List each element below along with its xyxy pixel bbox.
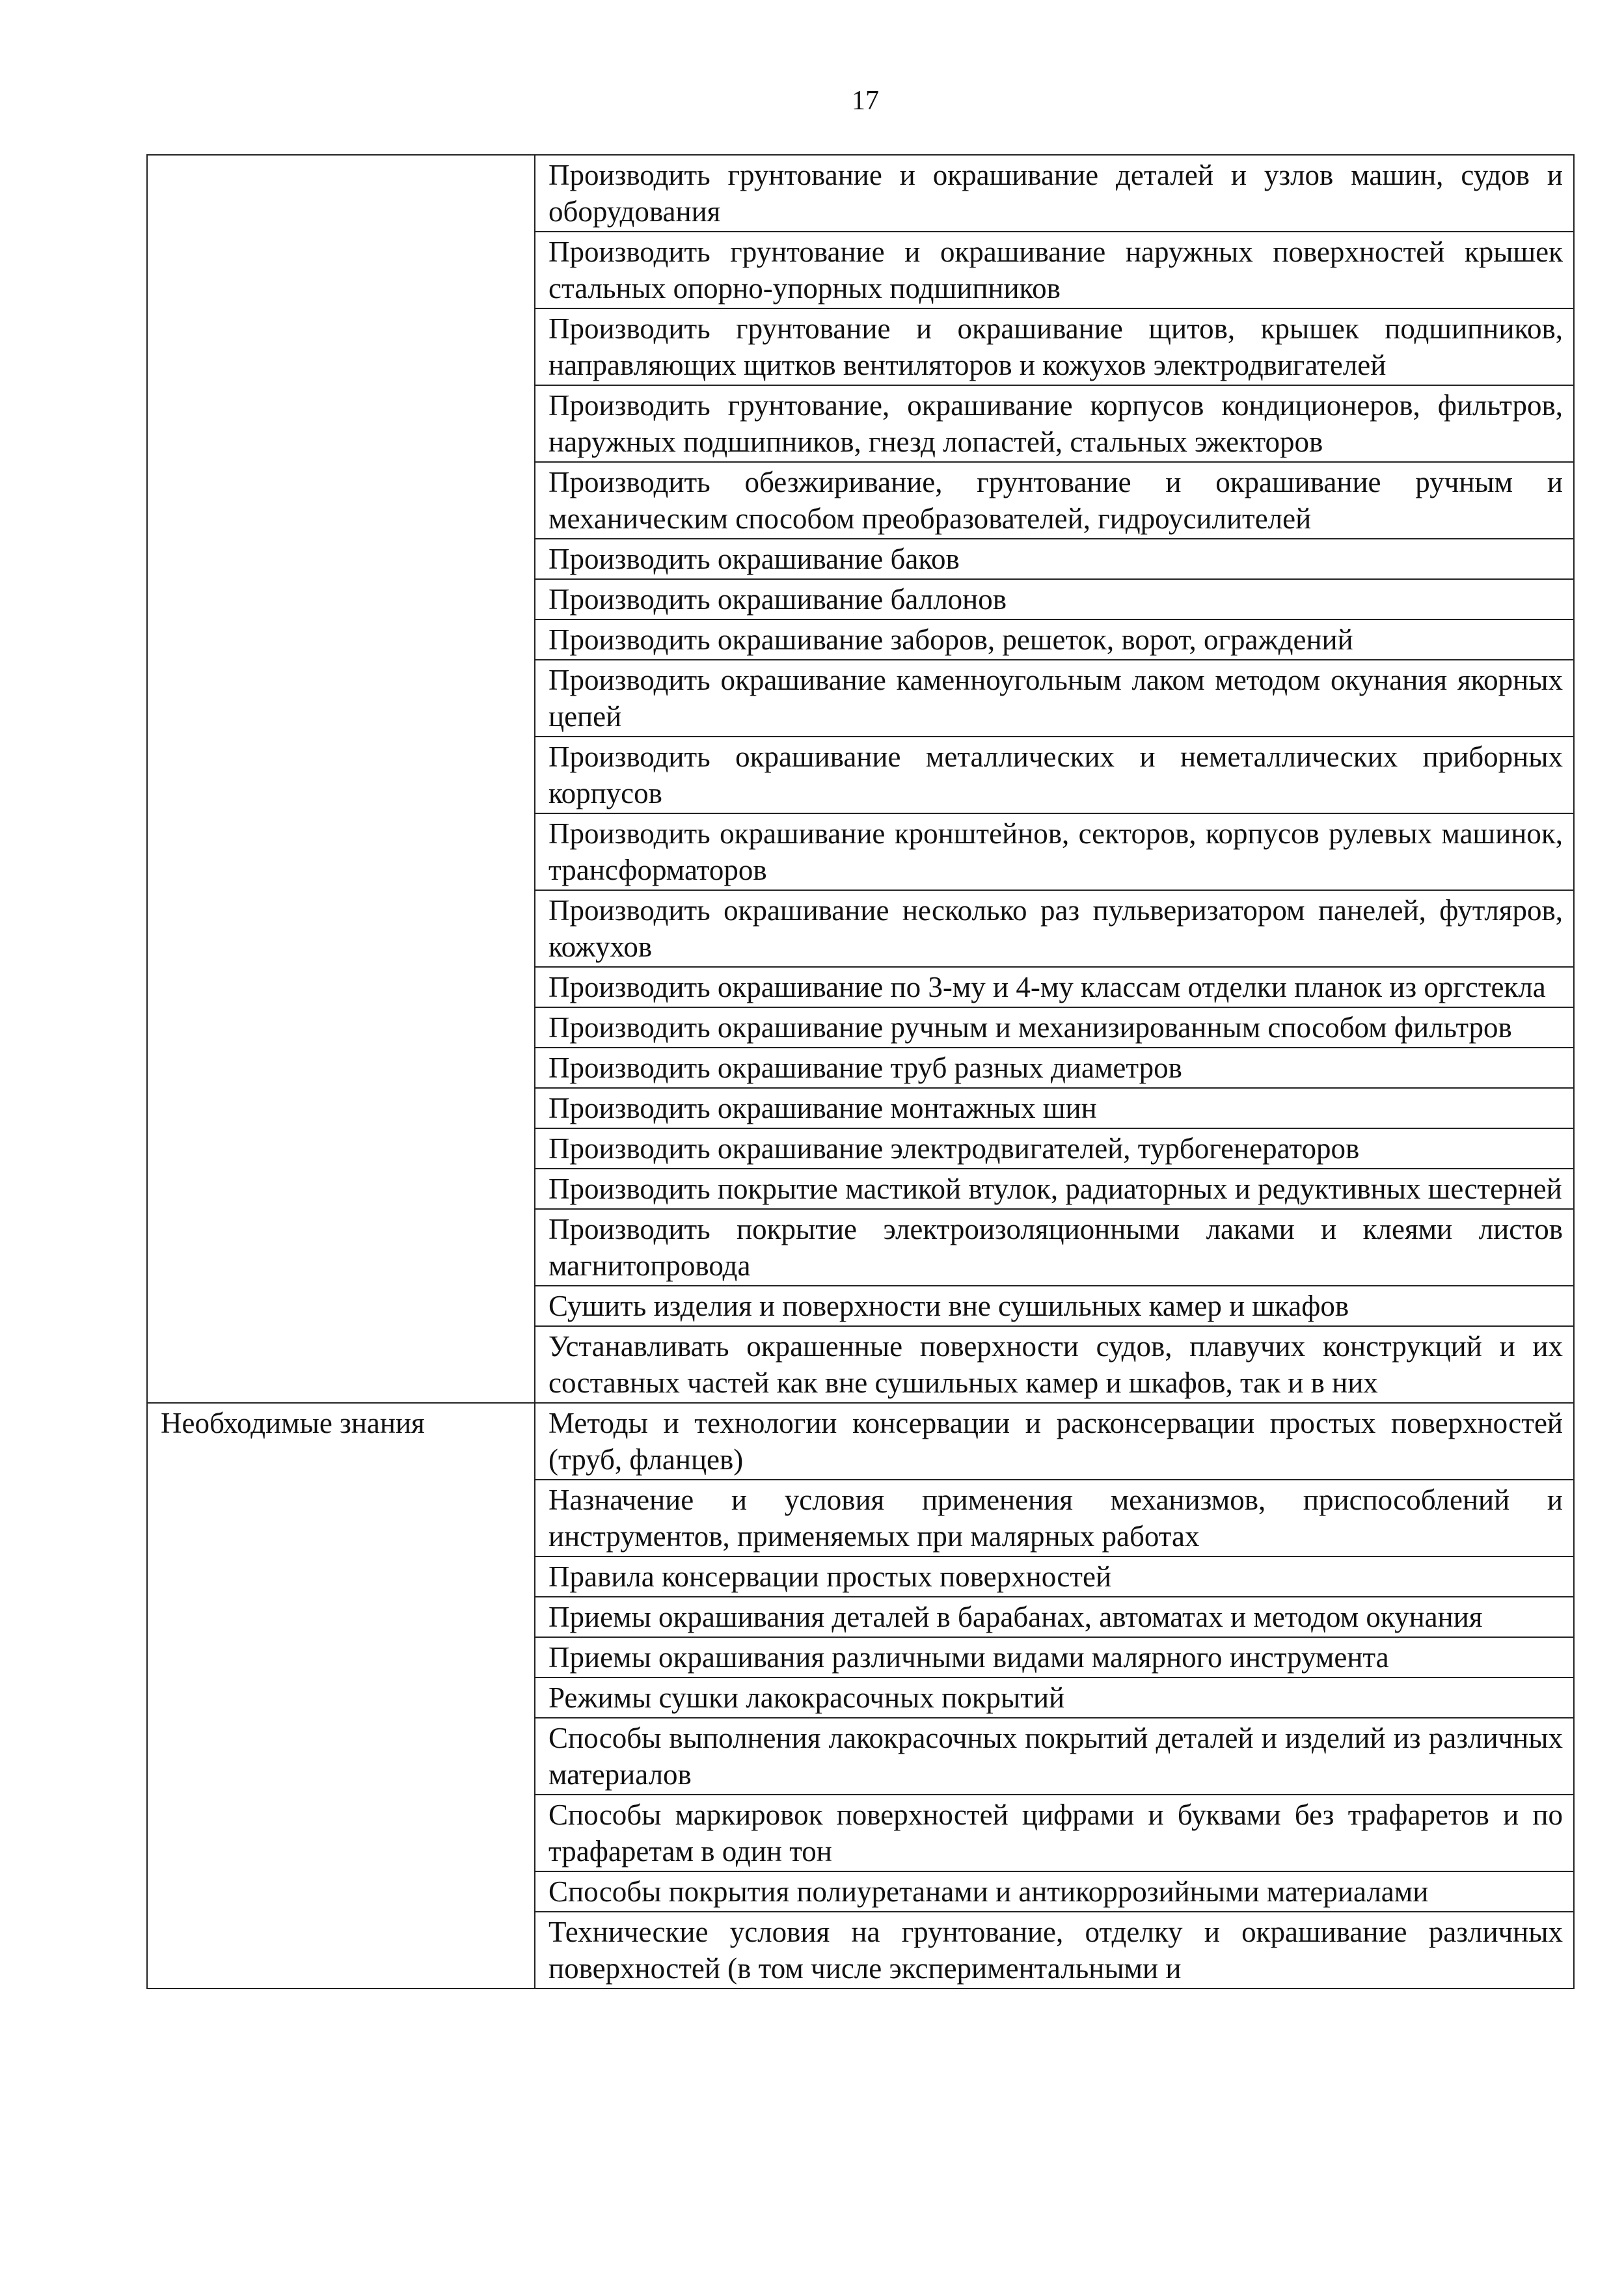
knowledge-item: Приемы окрашивания различными видами малярного инструмента: [535, 1637, 1574, 1678]
page-number: 17: [852, 86, 879, 116]
skill-item: Производить окрашивание заборов, решеток, ворот, ограждений: [535, 619, 1574, 660]
knowledge-label: Необходимые знания: [147, 1403, 535, 1989]
skill-item: Производить окрашивание по 3-му и 4-му классам отделки планок из оргстекла: [535, 967, 1574, 1007]
knowledge-item: Способы покрытия полиуретанами и антикоррозийными материалами: [535, 1871, 1574, 1912]
skill-item: Производить грунтование и окрашивание щитов, крышек подшипников, направляющих щитков вентиляторов и кожухов электродвигателей: [535, 308, 1574, 385]
knowledge-item: Приемы окрашивания деталей в барабанах, автоматах и методом окунания: [535, 1597, 1574, 1637]
skill-item: Производить окрашивание каменноугольным лаком методом окунания якорных цепей: [535, 660, 1574, 737]
skill-item: Производить окрашивание электродвигателей, турбогенераторов: [535, 1128, 1574, 1169]
skill-item: Производить покрытие электроизоляционными лаками и клеями листов магнитопровода: [535, 1209, 1574, 1286]
skill-item: Сушить изделия и поверхности вне сушильных камер и шкафов: [535, 1286, 1574, 1326]
skill-item: Производить окрашивание кронштейнов, секторов, корпусов рулевых машинок, трансформаторов: [535, 813, 1574, 890]
skill-item: Производить покрытие мастикой втулок, радиаторных и редуктивных шестерней: [535, 1169, 1574, 1209]
knowledge-item: Способы маркировок поверхностей цифрами и буквами без трафаретов и по трафаретам в один тон: [535, 1795, 1574, 1871]
skill-item: Производить грунтование и окрашивание наружных поверхностей крышек стальных опорно-упорных подшипников: [535, 232, 1574, 308]
knowledge-item: Правила консервации простых поверхностей: [535, 1556, 1574, 1597]
knowledge-item: Назначение и условия применения механизмов, приспособлений и инструментов, применяемых при малярных работах: [535, 1480, 1574, 1556]
skill-item: Производить окрашивание баков: [535, 539, 1574, 579]
competency-table: [146, 154, 1575, 1989]
knowledge-item: Технические условия на грунтование, отделку и окрашивание различных поверхностей (в том числе экспериментальными и: [535, 1912, 1574, 1989]
skill-item: Производить обезжиривание, грунтование и окрашивание ручным и механическим способом преобразователей, гидроусилителей: [535, 462, 1574, 539]
skill-item: Производить окрашивание металлических и неметаллических приборных корпусов: [535, 737, 1574, 813]
skill-item: Производить окрашивание труб разных диаметров: [535, 1048, 1574, 1088]
knowledge-item: Способы выполнения лакокрасочных покрытий деталей и изделий из различных материалов: [535, 1718, 1574, 1795]
table-row: [147, 155, 1574, 232]
knowledge-item: Режимы сушки лакокрасочных покрытий: [535, 1678, 1574, 1718]
skill-item: Производить окрашивание ручным и механизированным способом фильтров: [535, 1007, 1574, 1048]
skill-item: Производить окрашивание монтажных шин: [535, 1088, 1574, 1128]
table-row: [147, 1403, 1574, 1480]
skill-item: Производить окрашивание баллонов: [535, 579, 1574, 619]
skill-item: Производить окрашивание несколько раз пульверизатором панелей, футляров, кожухов: [535, 890, 1574, 967]
skill-item: Производить грунтование и окрашивание деталей и узлов машин, судов и оборудования: [535, 155, 1574, 232]
knowledge-item: Методы и технологии консервации и расконсервации простых поверхностей (труб, фланцев): [535, 1403, 1574, 1480]
skill-item: Устанавливать окрашенные поверхности судов, плавучих конструкций и их составных частей как вне сушильных камер и шкафов, так и в них: [535, 1326, 1574, 1403]
skills-label-cell: [147, 155, 535, 1403]
skill-item: Производить грунтование, окрашивание корпусов кондиционеров, фильтров, наружных подшипников, гнезд лопастей, стальных эжекторов: [535, 385, 1574, 462]
